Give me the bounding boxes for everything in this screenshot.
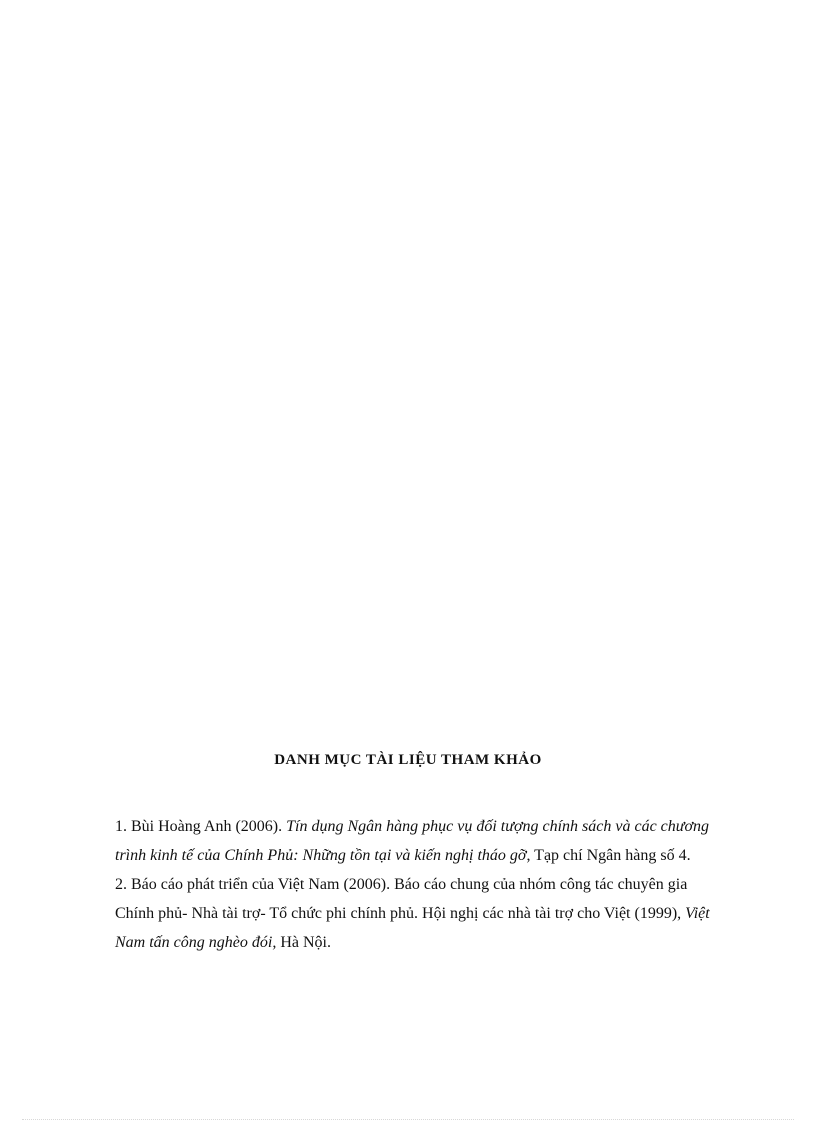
reference-prefix: 1. Bùi Hoàng Anh (2006). — [115, 818, 287, 835]
page-bottom-divider — [22, 1119, 794, 1120]
reference-prefix: 2. Báo cáo phát triển của Việt Nam (2006). Báo cáo chung của nhóm công tác chuyên gia Chính phủ- Nhà tài trợ- Tổ chức phi chính phủ. Hội nghị các nhà tài trợ cho Việt (1999), — [115, 876, 688, 922]
reference-list — [115, 812, 730, 957]
references-heading: DANH MỤC TÀI LIỆU THAM KHẢO — [274, 752, 542, 768]
reference-item — [115, 812, 730, 870]
reference-suffix: , Tạp chí Ngân hàng số 4. — [526, 847, 691, 864]
reference-title: Tín dụng Ngân hàng phục vụ đối tượng chính sách và các chương trình kinh tế của Chính Phủ: Những tồn tại và kiến nghị tháo gỡ — [115, 818, 710, 864]
reference-item — [115, 870, 730, 957]
reference-title: Việt Nam tấn công nghèo đói, — [115, 905, 710, 951]
reference-suffix: Hà Nội. — [276, 934, 331, 951]
